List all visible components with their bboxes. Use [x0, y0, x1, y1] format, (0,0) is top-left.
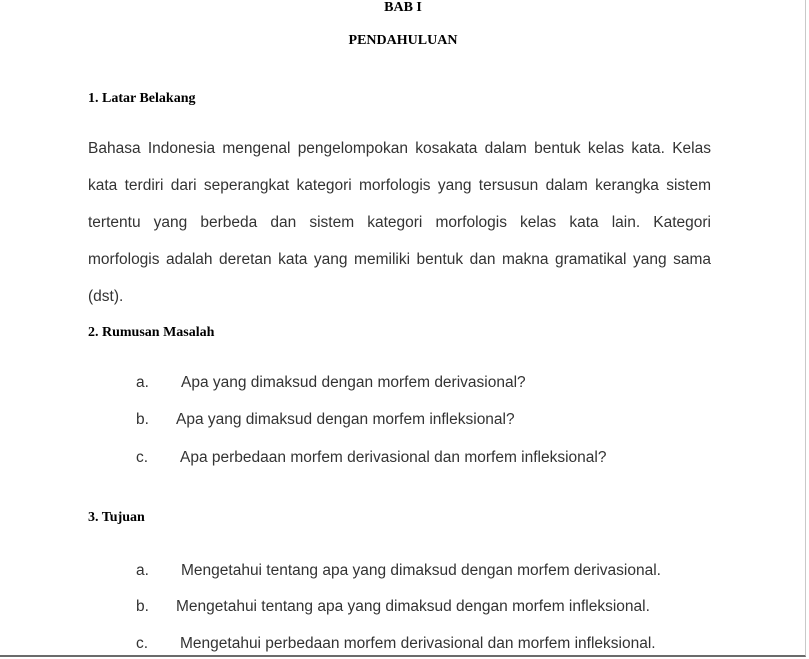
paragraph-line: tertentu yang berbeda dan sistem kategori morfologis kelas kata lain. Kategori	[88, 214, 711, 231]
section-heading-latar-belakang: 1. Latar Belakang	[88, 91, 196, 106]
paragraph-line: Bahasa Indonesia mengenal pengelompokan kosakata dalam bentuk kelas kata. Kelas	[88, 140, 711, 157]
list-marker: c.	[136, 449, 149, 466]
list-marker: b.	[136, 411, 149, 428]
list-item-text: Mengetahui tentang apa yang dimaksud dengan morfem infleksional.	[176, 598, 650, 615]
paragraph-line: morfologis adalah deretan kata yang memiliki bentuk dan makna gramatikal yang sama	[88, 251, 711, 268]
section-heading-rumusan-masalah: 2. Rumusan Masalah	[88, 325, 215, 340]
chapter-number: BAB I	[384, 0, 422, 15]
section-heading-tujuan: 3. Tujuan	[88, 510, 145, 525]
list-marker: c.	[136, 635, 149, 652]
paragraph-line: (dst).	[88, 288, 124, 305]
list-item-text: Apa yang dimaksud dengan morfem infleksional?	[176, 411, 515, 428]
list-item-text: Apa perbedaan morfem derivasional dan morfem infleksional?	[180, 449, 607, 466]
list-marker: a.	[136, 374, 149, 391]
paragraph-line: kata terdiri dari seperangkat kategori morfologis yang tersusun dalam kerangka sistem	[88, 177, 711, 194]
chapter-title: PENDAHULUAN	[348, 33, 458, 48]
list-marker: a.	[136, 562, 149, 579]
list-item-text: Apa yang dimaksud dengan morfem derivasional?	[181, 374, 526, 391]
list-marker: b.	[136, 598, 149, 615]
list-item-text: Mengetahui tentang apa yang dimaksud dengan morfem derivasional.	[181, 562, 661, 579]
list-item-text: Mengetahui perbedaan morfem derivasional dan morfem infleksional.	[180, 635, 656, 652]
